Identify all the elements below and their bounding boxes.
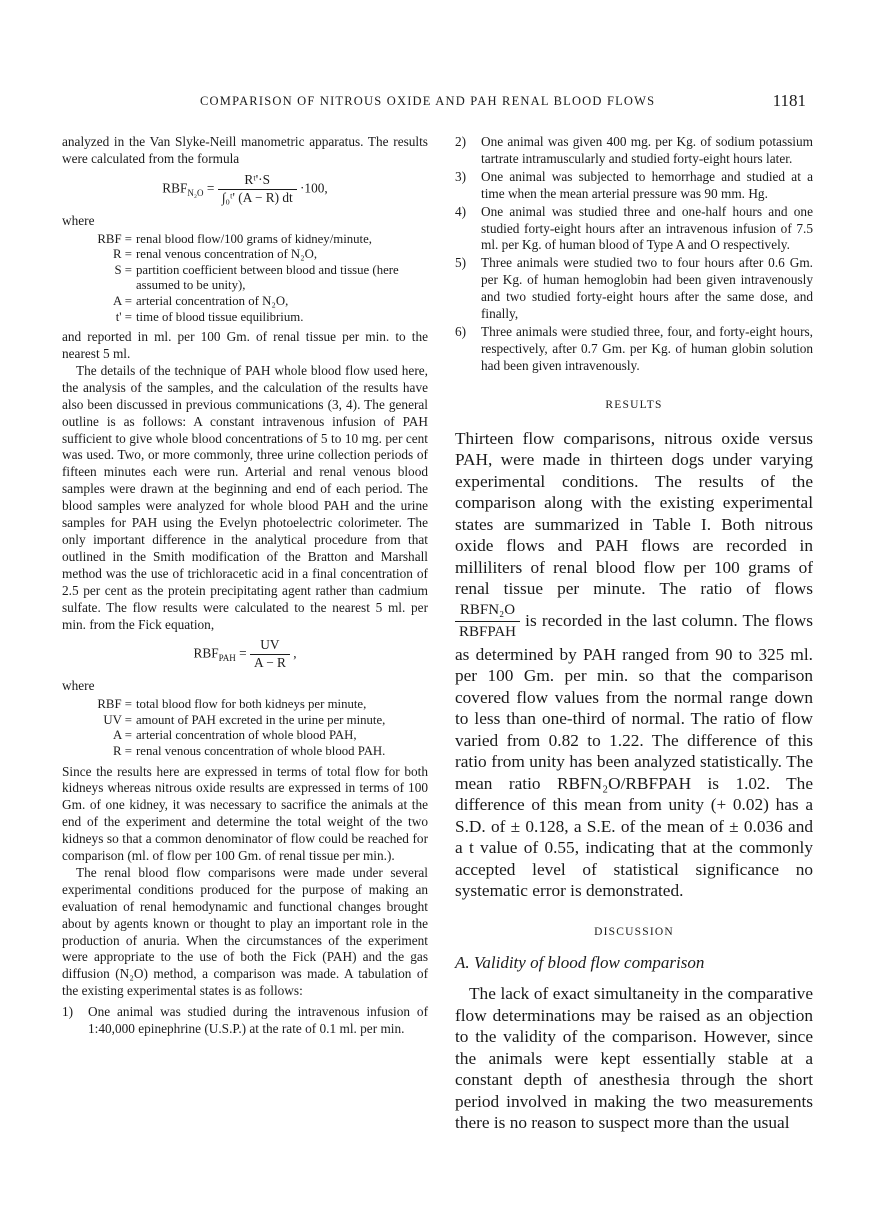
list-item: 3) One animal was subjected to hemorrhage and studied at a time when the mean arterial pressure was 90 mm. Hg. [455,168,813,201]
definition-item: A = arterial concentration of N₂O, [113,293,289,308]
definition-item: R = renal venous concentration of N₂O, [113,247,318,262]
definition-item: RBF = renal blood flow/100 grams of kidney/minute, [97,231,372,246]
definition-item: A = arterial concentration of whole blood PAH, [113,728,357,743]
paragraph: The details of the technique of PAH whole blood flow used here, the analysis of the samples, and the calculation of the results have also been discussed in previous communications (3, 4). The general outline is as follows: A constant intravenous infusion of PAH sufficient to give whole blood concentrations of 5 to 10 mg. per cent was used. Two, or more commonly, three urine collection periods of fifteen minutes each were run. Arterial and renal venous blood samples were drawn at the beginning and end of each period. The blood samples were analyzed for whole blood PAH and the urine samples for PAH using the Evelyn photoelectric colorimeter. The only important difference in the analytical procedure from that outlined in the Smith modification of the Bratton and Marshall method was the use of trichloracetic acid in a final concentration of 2.5 per cent as the protein precipitating agent rather than cadmium sulfate. The flow results were calculated to the nearest 5 ml. per min. from the Fick equation, [62,362,428,632]
fraction: $\frac{\text{Rᵗ'·S}}{\text{∫₀ᵗ' (A − R) dt}}$ [218,172,297,207]
where-label: where [62,212,95,228]
definition-item: UV = amount of PAH excreted in the urine per minute, [103,712,386,727]
definitions-pah [78,697,428,759]
page-number: 1181 [772,91,806,110]
list-item: 4) One animal was studied three and one-half hours and one studied forty-eight hours after an intravenous infusion of 7.5 ml. per Kg. of human blood of Type A and O respectively. [455,203,813,253]
conditions-list-cont [455,134,813,375]
ratio-fraction: $\frac{\text{RBFN₂O}}{\text{RBFPAH}}$ [455,600,520,644]
right-column [455,134,813,1134]
discussion-paragraph: The lack of exact simultaneity in the comparative flow determinations may be raised as an objection to the validity of the comparison. However, since the animals were kept essentially stable at a constant depth of anesthesia through the short period involved in making the two measurements there is no reason to suspect more than the usual [455,984,813,1133]
paragraph: and reported in ml. per 100 Gm. of renal tissue per min. to the nearest 5 ml. [62,329,428,361]
fraction: $\frac{UV}{A - R}$ [250,637,290,672]
paragraph: The renal blood flow comparisons were made under several experimental conditions produced for the purpose of making an evaluation of renal hemodynamic and functional changes brought about by agents known or thought to play an important role in the production of anuria. When the circumstances of the experiment were appropriate to the use of both the Fick (PAH) and the gas diffusion (N₂O) method, a comparison was made. A tabulation of the existing experimental states is as follows: [62,864,428,999]
list-item: 5) Three animals were studied two to four hours after 0.6 Gm. per Kg. of human hemoglobin had been given intravenously and two studied forty-eight hours after the same dose, and finally, [455,255,813,322]
paragraph: Since the results here are expressed in terms of total flow for both kidneys whereas nitrous oxide results are expressed in terms of 100 Gm. of one kidney, it was necessary to sacrifice the animals at the end of the experiment and determine the total weight of the two kidneys so that a common denominator of flow could be reached for comparison (ml. of flow per 100 Gm. of renal tissue per min.). [62,763,428,864]
definitions-n2o [78,232,428,326]
running-head: COMPARISON OF NITROUS OXIDE AND PAH RENAL BLOOD FLOWS [200,94,656,108]
list-item: 1) One animal was studied during the intravenous infusion of 1:40,000 epinephrine (U.S.P.) at the rate of 0.1 ml. per min. [62,1004,428,1037]
definition-item: t' = time of blood tissue equilibrium. [115,309,304,324]
section-heading-results: RESULTS [605,398,663,411]
definition-item: R = renal venous concentration of whole blood PAH. [113,743,386,758]
subsection-heading: A. Validity of blood flow comparison [455,952,705,972]
section-heading-discussion: DISCUSSION [594,925,674,938]
list-item: 2) One animal was given 400 mg. per Kg. of sodium potassium tartrate intramuscularly and studied forty-eight hours later. [455,134,813,166]
definition-item: S = partition coefficient between blood and tissue (here assumed to be unity), [114,262,399,293]
paragraph: analyzed in the Van Slyke-Neill manometric apparatus. The results were calculated from the formula [62,134,428,166]
equation-n2o: $RBF_{N_2O}$ = $\frac{\text{Rᵗ'·S}}{\text{∫₀ᵗ' (A − R) dt}}$ ·100, [162,171,328,205]
page-header [0,91,880,116]
left-column [62,134,428,1039]
results-paragraph: Thirteen flow comparisons, nitrous oxide versus PAH, were made in thirteen dogs under varying experimental conditions. The results of the comparison along with the existing experimental states are summarized in Table I. Both nitrous oxide flows and PAH flows are recorded in milliliters of renal blood flow per 100 grams of renal tissue per minute. The ratio of flows $\frac{\text{RBFN₂O}}{\text{RBFPAH}}$ is recorded in the last column. The flows as determined by PAH ranged from 90 to 325 ml. per 100 Gm. per min. so that the comparison covered flow values from the normal range down to less than one-third of normal. The ratio of flow varied from 0.82 to 1.22. The difference of this ratio from unity has been analyzed statistically. The mean ratio RBFN₂O/RBFPAH is 1.02. The difference of this mean from unity (+ 0.02) has a S.D. of ± 0.128, a S.E. of the mean of ± 0.036 and a t value of 0.55, indicating that at the commonly accepted level of statistical significance no systematic error is demonstrated. [455,428,813,901]
list-item: 6) Three animals were studied three, four, and forty-eight hours, respectively, after 0.7 Gm. per Kg. of human globin solution had been given intravenously. [455,323,813,373]
equation-pah: $RBF_{PAH}$ = $\frac{UV}{A - R}$ , [193,637,297,671]
definition-item: RBF = total blood flow for both kidneys per minute, [97,697,367,712]
where-label: where [62,678,95,694]
conditions-list [62,1004,428,1038]
